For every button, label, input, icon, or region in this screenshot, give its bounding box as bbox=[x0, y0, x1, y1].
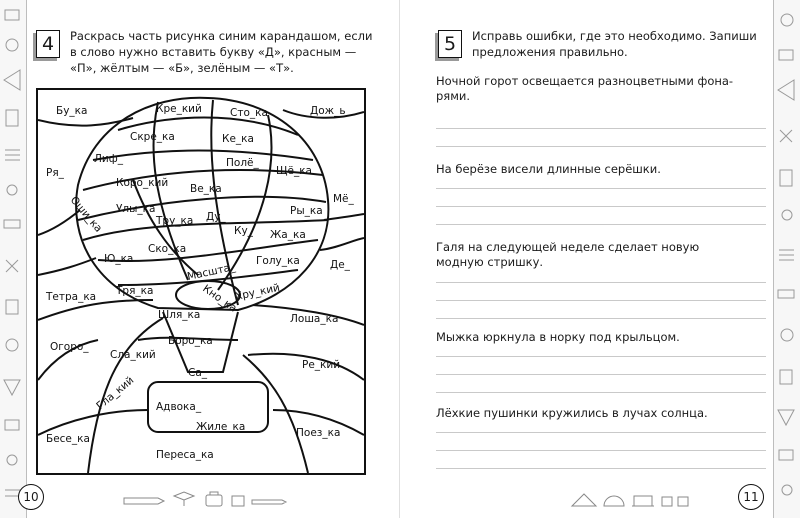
word-w40: Бесе_ка bbox=[46, 433, 90, 445]
word-w22: Ю_ка bbox=[104, 253, 134, 265]
word-w31: Лоша_ка bbox=[290, 313, 339, 325]
page-number-right: 11 bbox=[738, 484, 764, 510]
word-w39: Жиле_ка bbox=[196, 421, 246, 433]
word-w32: Боро_ка bbox=[168, 335, 213, 347]
writing-line bbox=[436, 318, 766, 319]
word-w7: Лиф_ bbox=[94, 153, 123, 165]
left-page bbox=[23, 0, 400, 518]
word-w41: Поез_ка bbox=[296, 427, 341, 439]
left-doodle-border bbox=[0, 0, 27, 518]
word-w2: Кре_кий bbox=[156, 103, 202, 115]
word-w9: Щё_ка bbox=[276, 165, 312, 177]
writing-line bbox=[436, 468, 766, 469]
word-w1: Бу_ка bbox=[56, 105, 88, 117]
word-w5: Скре_ка bbox=[130, 131, 175, 143]
word-w21: Ско_ка bbox=[148, 243, 187, 255]
right-doodle-border bbox=[773, 0, 800, 518]
word-w6: Ке_ка bbox=[222, 133, 254, 145]
school-supplies-doodle-icon bbox=[570, 490, 720, 510]
word-w20: Жа_ка bbox=[270, 229, 306, 241]
word-w35: Са_ bbox=[188, 367, 208, 379]
word-w36: Ре_кий bbox=[302, 359, 341, 371]
writing-line bbox=[436, 224, 766, 225]
word-w14: Оши_ка bbox=[67, 194, 105, 235]
word-w23: Масшта_ bbox=[186, 261, 237, 283]
word-w17: Ду_ bbox=[206, 211, 226, 223]
balloon-coloring-drawing bbox=[38, 90, 364, 473]
school-doodle-icon bbox=[774, 0, 800, 518]
task-4-instruction: Раскрась часть рисунка синим карандашом, если в слово нужно вставить букву «Д», красным — «П», жёлтым — «Б», зелёным — «Т». bbox=[70, 29, 373, 75]
word-w37: Гла_кий bbox=[94, 374, 137, 413]
word-w30: Шля_ка bbox=[158, 309, 201, 321]
task-5-instruction: Исправь ошибки, где это необходимо. Запиши предложения правильно. bbox=[472, 29, 757, 59]
word-w38: Адвока_ bbox=[156, 401, 202, 413]
word-w42: Пересa_ка bbox=[156, 449, 214, 461]
word-w33: Огоро_ bbox=[50, 341, 89, 353]
word-w19: Ку_ bbox=[234, 225, 253, 237]
sentence-1: Ночной горот освещается разноцветными фона-рями. bbox=[436, 74, 734, 103]
right-page bbox=[400, 0, 774, 518]
writing-line bbox=[436, 282, 766, 283]
sentence-3: Галя на следующей неделе сделает новую модную стришку. bbox=[436, 240, 700, 269]
word-w24: Голу_ка bbox=[256, 255, 300, 267]
school-supplies-doodle-icon bbox=[122, 490, 292, 510]
task-number-5: 5 bbox=[438, 30, 462, 58]
word-w34: Сла_кий bbox=[110, 349, 156, 361]
word-w16: Тру_ка bbox=[156, 215, 194, 227]
writing-line bbox=[436, 392, 766, 393]
school-doodle-icon bbox=[0, 0, 26, 518]
word-w4: Дож_ь bbox=[310, 105, 346, 117]
writing-line bbox=[436, 188, 766, 189]
word-w25: Де_ bbox=[330, 259, 350, 271]
coloring-picture bbox=[36, 88, 366, 475]
word-w3: Сто_ка bbox=[230, 107, 268, 119]
writing-line bbox=[436, 206, 766, 207]
word-w29: Хру_кий bbox=[234, 281, 281, 303]
word-w26: Тетра_ка bbox=[46, 291, 97, 303]
writing-line bbox=[436, 146, 766, 147]
word-w12: Ве_ка bbox=[190, 183, 222, 195]
page-number-left: 10 bbox=[18, 484, 44, 510]
writing-line bbox=[436, 432, 766, 433]
writing-line bbox=[436, 450, 766, 451]
word-w13: Мё_ bbox=[333, 193, 354, 205]
task-number-4: 4 bbox=[36, 30, 60, 58]
word-w11: Коро_кий bbox=[116, 177, 169, 189]
word-w27: Тря_ка bbox=[116, 285, 154, 297]
writing-line bbox=[436, 374, 766, 375]
word-w15: Улы_ка bbox=[116, 203, 156, 215]
word-w8: Полё_ bbox=[226, 157, 259, 169]
writing-line bbox=[436, 300, 766, 301]
sentence-2: На берёзе висели длинные серёшки. bbox=[436, 162, 661, 176]
word-w28: Кно_ка bbox=[200, 282, 239, 315]
word-w18: Ры_ка bbox=[290, 205, 323, 217]
writing-line bbox=[436, 356, 766, 357]
writing-line bbox=[436, 128, 766, 129]
word-w10: Ря_ bbox=[46, 167, 64, 179]
sentence-4: Мыжка юркнула в норку под крыльцом. bbox=[436, 330, 680, 344]
sentence-5: Лёхкие пушинки кружились в лучах солнца. bbox=[436, 406, 708, 420]
